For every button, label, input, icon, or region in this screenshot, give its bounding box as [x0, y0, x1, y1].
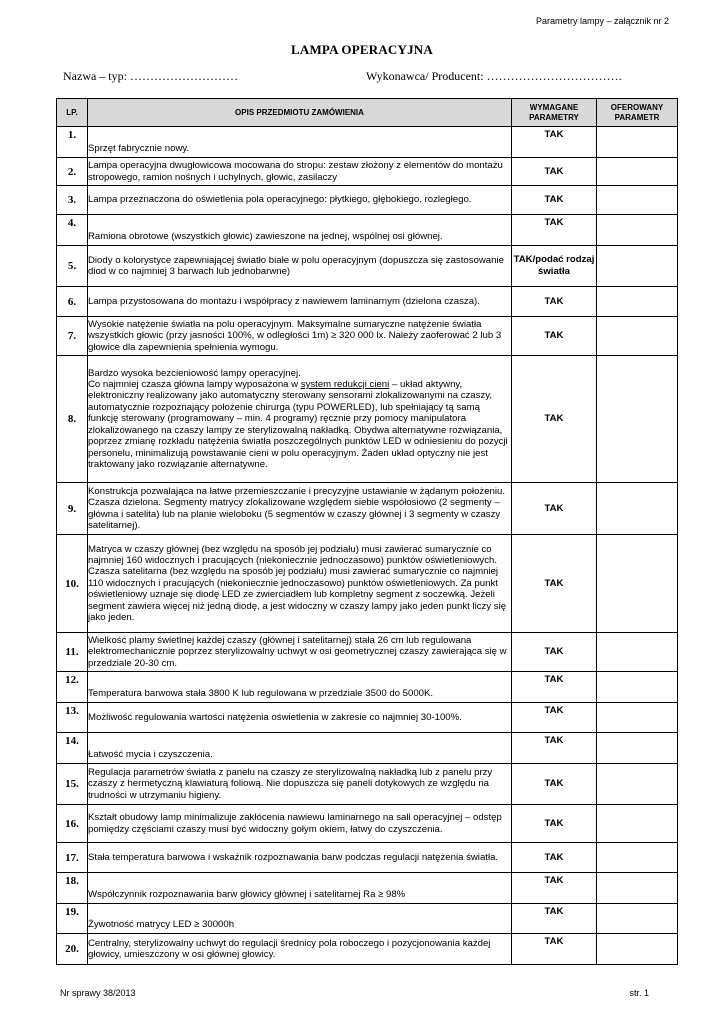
row-description: Diody o kolorystyce zapewniającej światło białe w polu operacyjnym (dopuszcza się zastosowanie diod w co najmniej 3 barwach lub jednobarwne): [88, 246, 512, 287]
row-offered-cell[interactable]: [597, 158, 678, 186]
row-offered-cell[interactable]: [597, 764, 678, 805]
column-header-lp: LP.: [57, 99, 88, 127]
table-row: [57, 934, 678, 965]
row-description: Stała temperatura barwowa i wskaźnik rozpoznawania barw podczas regulacji natężenia światła.: [88, 843, 512, 873]
producer-field: Wykonawca/ Producent: …………………………….: [366, 69, 622, 83]
row-required: TAK: [512, 733, 597, 764]
row-offered-cell[interactable]: [597, 356, 678, 483]
row-required: TAK: [512, 127, 597, 158]
case-number: Nr sprawy 38/2013: [60, 988, 136, 998]
row-description: Kształt obudowy lamp minimalizuje zakłócenia nawiewu laminarnego na sali operacyjnej – odstęp pomiędzy częściami czaszy musi być widoczny gołym okiem, łatwy do czyszczenia.: [88, 805, 512, 843]
table-row: [57, 672, 678, 703]
row-description: Lampa przystosowana do montażu i współpracy z nawiewem laminarnym (dzielona czasza).: [88, 287, 512, 317]
row-description: Możliwość regulowania wartości natężenia oświetlenia w zakresie co najmniej 30-100%.: [88, 703, 512, 733]
row-offered-cell[interactable]: [597, 672, 678, 703]
row-description: Konstrukcja pozwalająca na łatwe przemieszczanie i precyzyjne ustawianie w żądanym położeniu. Czasza dzielona. Segmenty matrycy zlokalizowane względem siebie współosiowo (2 segmenty – główna i satelita) lub na planie wieloboku (5 segmentów w czaszy głównej i 3 segmenty w czaszy satelitarnej).: [88, 483, 512, 535]
row-required: TAK: [512, 633, 597, 672]
row-description: Matryca w czaszy głównej (bez względu na sposób jej podziału) musi zawierać sumarycznie co najmniej 160 widocznych i pracujących (niekoniecznie jednoczasowo) punktów oświetleniowych. Czasza satelitarna (bez względu na sposób jej podziału) musi zawierać sumarycznie co najmniej 110 widocznych i pracujących (niekoniecznie jednoczasowo) punktów oświetleniowych. Za punkt oświetleniowy uznaje się diodę LED ze zwierciadłem lub kompletny segment z soczewką. Jeżeli segment zawiera więcej niż jedną diodę, a jest widoczny w czaszy lampy jako jeden punkt liczy się jako jeden.: [88, 535, 512, 633]
table-row: [57, 535, 678, 633]
table-row: [57, 733, 678, 764]
page-number: str. 1: [629, 988, 649, 998]
row-description: Temperatura barwowa stała 3800 K lub regulowana w przedziale 3500 do 5000K.: [88, 672, 512, 703]
row-number: 3.: [57, 186, 88, 215]
row-offered-cell[interactable]: [597, 287, 678, 317]
row-description: Wysokie natężenie światła na polu operacyjnym. Maksymalne sumaryczne natężenie światła wszystkich głowic (przy jasności 100%, w odległości 1m) ≥ 320 000 lx. Należy zaoferować 2 lub 3 głowice dla zapewnienia spełnienia wymogu.: [88, 317, 512, 356]
table-row: [57, 703, 678, 733]
row-number: 4.: [57, 215, 88, 246]
row-required: TAK: [512, 483, 597, 535]
table-row: [57, 873, 678, 904]
row-number: 16.: [57, 805, 88, 843]
row-required: TAK/podać rodzaj światła: [512, 246, 597, 287]
row-description: Centralny, sterylizowalny uchwyt do regulacji średnicy pola roboczego i pozycjonowania każdej głowicy, umieszczony w osi głównej głowicy.: [88, 934, 512, 965]
table-row: [57, 764, 678, 805]
page-title: LAMPA OPERACYJNA: [291, 42, 433, 57]
row-required: TAK: [512, 215, 597, 246]
row-description: Współczynnik rozpoznawania barw głowicy głównej i satelitarnej Ra ≥ 98%: [88, 873, 512, 904]
row-description: Lampa przeznaczona do oświetlenia pola operacyjnego: płytkiego, głębokiego, rozległego.: [88, 186, 512, 215]
row-required: TAK: [512, 764, 597, 805]
row-offered-cell[interactable]: [597, 127, 678, 158]
row-required: TAK: [512, 805, 597, 843]
row-description: Łatwość mycia i czyszczenia.: [88, 733, 512, 764]
row-offered-cell[interactable]: [597, 483, 678, 535]
row-required: TAK: [512, 873, 597, 904]
row-required: TAK: [512, 186, 597, 215]
row-offered-cell[interactable]: [597, 246, 678, 287]
table-row: [57, 287, 678, 317]
row-offered-cell[interactable]: [597, 633, 678, 672]
shadow-reduction-term: system redukcji cieni: [300, 379, 390, 391]
row-offered-cell[interactable]: [597, 904, 678, 934]
row-description: Żywotność matrycy LED ≥ 30000h: [88, 904, 512, 934]
table-row: [57, 904, 678, 934]
row-offered-cell[interactable]: [597, 805, 678, 843]
description-part: – układ aktywny, elektroniczny realizowany jako automatyczny sterowany sensorami zlokalizowanymi na czaszy, automatycznie rozpoznający położenie chirurga (typu POWERLED), lub spełniający tą samą funkcję sterowany (programowany – min. 4 programy) ręcznie przy pomocy manipulatora zlokalizowanego na czaszy lampy ze sterylizowalną nakładką. Obydwa alternatywne rozwiązania, poprzez zmianę rozkładu natężenia światła poszczególnych punktów LED w odniesieniu do pozycji personelu, minimalizują powstawanie cieni w polu operacyjnym. Żaden układ optyczny nie jest traktowany jako rozwiązanie alternatywne.: [88, 379, 508, 470]
table-row: [57, 246, 678, 287]
row-description: Regulacja parametrów światła z panelu na czaszy ze sterylizowalną nakładką lub z panelu przy czaszy z hermetyczną klawiaturą foliową. Nie dopuszcza się paneli dotykowych ze względu na trudności w utrzymaniu higieny.: [88, 764, 512, 805]
table-row: [57, 158, 678, 186]
column-header-offered: OFEROWANY PARAMETR: [597, 99, 678, 127]
row-description: Ramiona obrotowe (wszystkich głowic) zawieszone na jednej, wspólnej osi głównej.: [88, 215, 512, 246]
row-required: TAK: [512, 317, 597, 356]
row-number: 6.: [57, 287, 88, 317]
row-description: Wielkość plamy świetlnej każdej czaszy (głównej i satelitarnej) stała 26 cm lub regulowana elektromechanicznie poprzez sterylizowalny uchwyt w osi geometrycznej czaszy zawierająca się w przedziale 20-30 cm.: [88, 633, 512, 672]
row-number: 13.: [57, 703, 88, 733]
row-description: Lampa operacyjna dwugłowicowa mocowana do stropu: zestaw złożony z elementów do montażu stropowego, ramion nośnych i uchylnych, głowic, zasilaczy: [88, 158, 512, 186]
row-number: 11.: [57, 633, 88, 672]
row-number: 9.: [57, 483, 88, 535]
column-header-description: OPIS PRZEDMIOTU ZAMÓWIENIA: [88, 99, 512, 127]
row-offered-cell[interactable]: [597, 733, 678, 764]
column-header-required: WYMAGANE PARAMETRY: [512, 99, 597, 127]
row-number: 12.: [57, 672, 88, 703]
row-offered-cell[interactable]: [597, 843, 678, 873]
row-description: [88, 356, 512, 483]
description-part: Bardzo wysoka bezcieniowość lampy operacyjnej. Co najmniej czasza główna lampy wyposażona w: [88, 367, 301, 391]
row-offered-cell[interactable]: [597, 317, 678, 356]
row-required: TAK: [512, 672, 597, 703]
row-required: TAK: [512, 703, 597, 733]
row-number: 20.: [57, 934, 88, 965]
row-required: TAK: [512, 287, 597, 317]
table-header-row: [57, 99, 678, 127]
row-number: 1.: [57, 127, 88, 158]
row-required: TAK: [512, 934, 597, 965]
table-row: [57, 186, 678, 215]
row-number: 15.: [57, 764, 88, 805]
table-row: [57, 633, 678, 672]
table-row: [57, 215, 678, 246]
row-offered-cell[interactable]: [597, 186, 678, 215]
table-row: [57, 356, 678, 483]
row-required: TAK: [512, 904, 597, 934]
table-row: [57, 843, 678, 873]
attachment-label: Parametry lampy – załącznik nr 2: [535, 16, 669, 26]
table-row: [57, 805, 678, 843]
row-number: 10.: [57, 535, 88, 633]
row-offered-cell[interactable]: [597, 215, 678, 246]
row-number: 19.: [57, 904, 88, 934]
row-required: TAK: [512, 843, 597, 873]
row-offered-cell[interactable]: [597, 873, 678, 904]
row-required: TAK: [512, 158, 597, 186]
table-row: [57, 317, 678, 356]
row-number: 2.: [57, 158, 88, 186]
row-offered-cell[interactable]: [597, 535, 678, 633]
row-offered-cell[interactable]: [597, 703, 678, 733]
row-number: 18.: [57, 873, 88, 904]
row-number: 14.: [57, 733, 88, 764]
row-number: 8.: [57, 356, 88, 483]
name-type-field: Nazwa – typ: ………………………: [63, 69, 238, 83]
row-number: 7.: [57, 317, 88, 356]
specification-table: [56, 98, 678, 965]
row-number: 5.: [57, 246, 88, 287]
row-required: TAK: [512, 535, 597, 633]
row-number: 17.: [57, 843, 88, 873]
row-required: TAK: [512, 356, 597, 483]
table-row: [57, 127, 678, 158]
row-offered-cell[interactable]: [597, 934, 678, 965]
row-description: Sprzęt fabrycznie nowy.: [88, 127, 512, 158]
table-row: [57, 483, 678, 535]
